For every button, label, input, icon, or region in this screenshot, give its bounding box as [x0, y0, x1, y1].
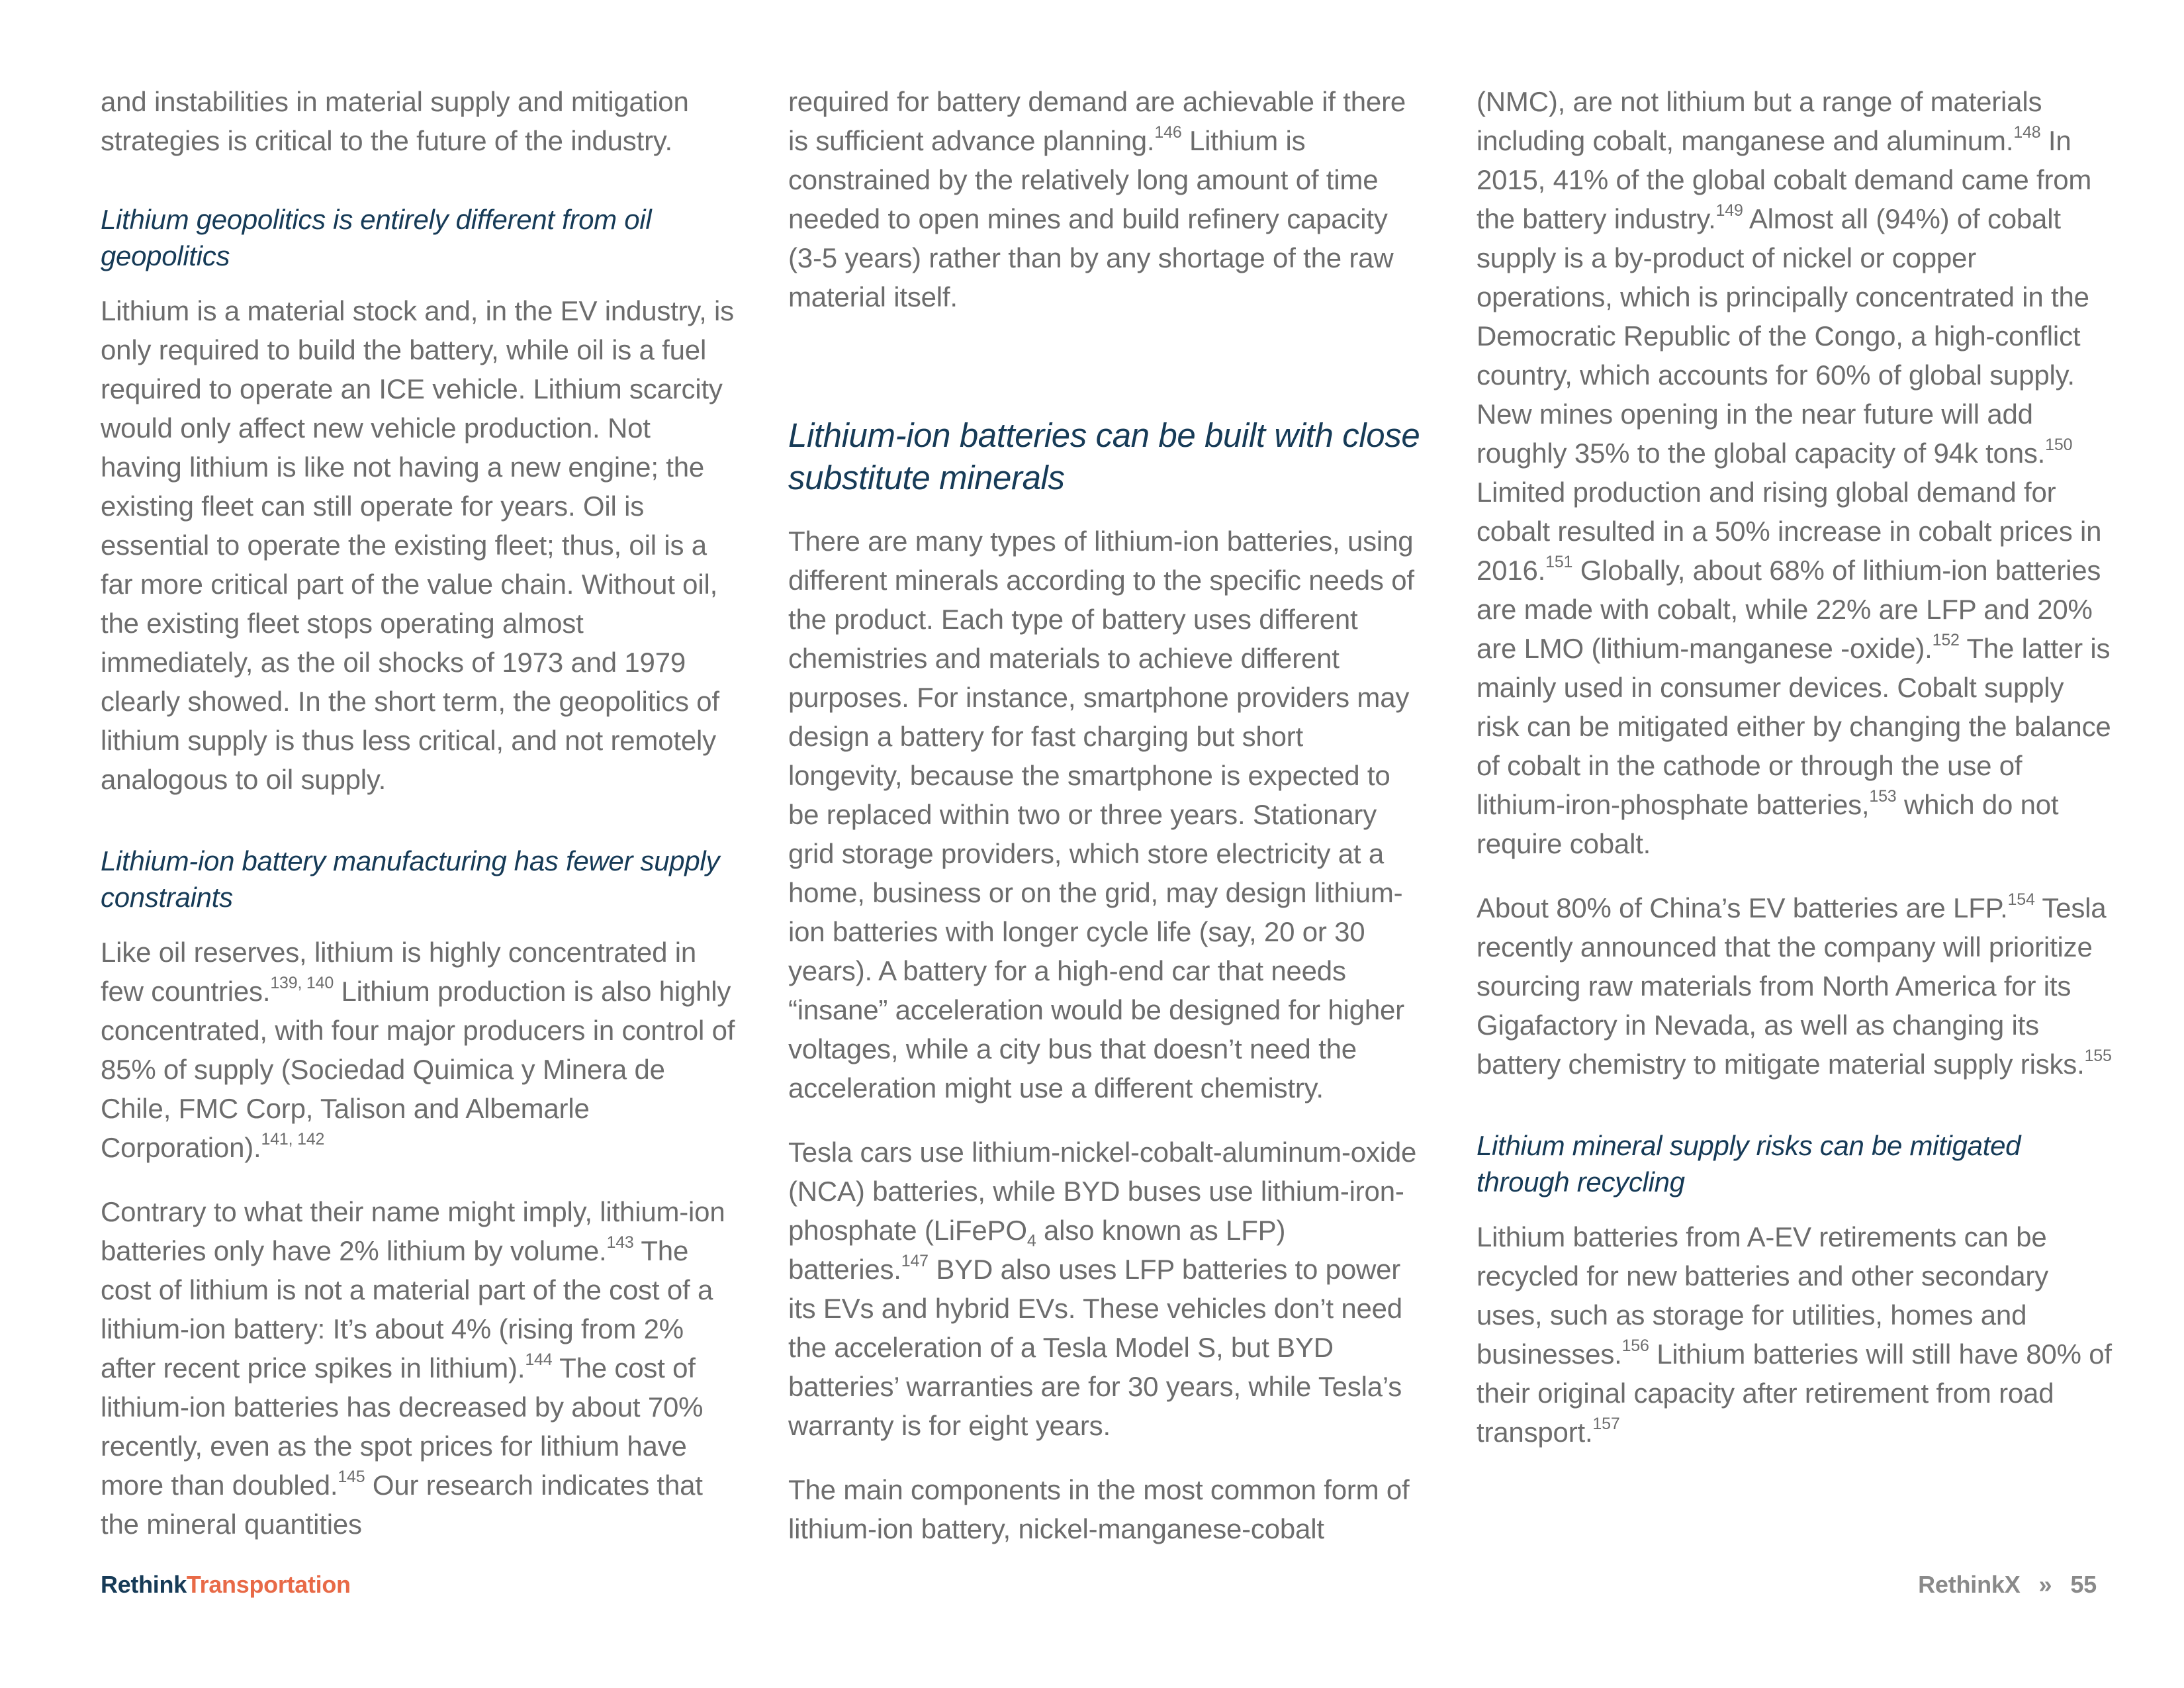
column-3 — [1477, 82, 2112, 1477]
paragraph: The main components in the most common form of lithium-ion battery, nickel-manganese-cobalt — [788, 1474, 1410, 1544]
footer-brand — [101, 1571, 351, 1599]
subscript: 4 — [1026, 1231, 1036, 1250]
paragraph: Lithium is a material stock and, in the EV industry, is only required to build the battery, while oil is a fuel required to operate an ICE vehicle. Lithium scarcity would only affect new vehicle production. Not having lithium is like not having a new engine; the existing fleet can still operate for years. Oil is essential to operate the existing fleet; thus, oil is a far more critical part of the value chain. Without oil, the existing fleet stops operating almost immediately, as the oil shocks of 1973 and 1979 clearly showed. In the short term, the geopolitics of lithium supply is thus less critical, and not remotely analogous to oil supply. — [101, 295, 734, 795]
paragraph: required for battery demand are achievable if there is sufficient advance planning.$^{146}$ Lithium is constrained by the relatively long amount of time needed to open mines and build refinery capacity (3-5 years) rather than by any shortage of the raw material itself. — [788, 86, 1406, 312]
footnote-ref: 139, 140 — [270, 974, 334, 992]
paragraph: Lithium batteries from A-EV retirements can be recycled for new batteries and other secondary uses, such as storage for utilities, homes and businesses.$^{156}$ Lithium batteries will still have 80% of their original capacity after retirement from road transport.$^{157}$ — [1477, 1221, 2112, 1448]
paragraph: About 80% of China’s EV batteries are LFP.$^{154}$ Tesla recently announced that the company will prioritize sourcing raw materials from North America for its Gigafactory in Nevada, as well as changing its battery chemistry to mitigate material supply risks.$^{155}$ — [1477, 890, 2112, 1080]
paragraph: Tesla cars use lithium-nickel-cobalt-aluminum-oxide (NCA) batteries, while BYD buses use lithium-iron-phosphate (LiFePO$_4$ also known as LFP) batteries.$^{147}$ BYD also uses LFP batteries to power its EVs and hybrid EVs. These vehicles don’t need the acceleration of a Tesla Model S, but BYD batteries’ warranties are for 30 years, while Tesla’s warranty is for eight years. — [788, 1137, 1417, 1441]
footnote-ref: 152 — [1932, 631, 1960, 649]
footnote-ref: 146 — [1154, 123, 1182, 142]
paragraph: Contrary to what their name might imply, lithium-ion batteries only have 2% lithium by volume.$^{143}$ The cost of lithium is not a material part of the cost of a lithium-ion battery: It’s about 4% (rising from 2% after recent price spikes in lithium).$^{144}$ The cost of lithium-ion batteries has decreased by about 70% recently, even as the spot prices for lithium have more than doubled.$^{145}$ Our research indicates that the mineral quantities — [101, 1196, 725, 1540]
footnote-ref: 151 — [1545, 553, 1573, 571]
footnote-ref: 149 — [1715, 201, 1743, 220]
footnote-ref: 150 — [2045, 436, 2073, 454]
section-subheading: Lithium-ion battery manufacturing has fewer supply constraints — [101, 845, 720, 913]
section-heading: Lithium-ion batteries can be built with close substitute minerals — [788, 416, 1420, 496]
column-2 — [788, 82, 1424, 1548]
footnote-ref: 148 — [2013, 123, 2041, 142]
page-number: 55 — [2070, 1571, 2097, 1598]
footnote-ref: 154 — [2007, 890, 2035, 909]
paragraph: and instabilities in material supply and mitigation strategies is critical to the future of the industry. — [101, 86, 689, 156]
footnote-ref: 153 — [1869, 787, 1897, 806]
section-subheading: Lithium geopolitics is entirely different from oil geopolitics — [101, 204, 652, 271]
footnote-ref: 145 — [338, 1468, 365, 1486]
footnote-ref: 141, 142 — [261, 1130, 325, 1149]
footer-page-info — [1918, 1571, 2097, 1599]
column-1 — [101, 82, 736, 1569]
paragraph: (NMC), are not lithium but a range of materials including cobalt, manganese and aluminum.$^{148}$ In 2015, 41% of the global cobalt demand came from the battery industry.$^{149}$ Almost all (94%) of cobalt supply is a by-product of nickel or copper operations, which is principally concentrated in the Democratic Republic of the Congo, a high-conflict country, which accounts for 60% of global supply. New mines opening in the near future will add roughly 35% to the global capacity of 94k tons.$^{150}$ Limited production and rising global demand for cobalt resulted in a 50% increase in cobalt prices in 2016.$^{151}$ Globally, about 68% of lithium-ion batteries are made with cobalt, while 22% are LFP and 20% are LMO (lithium-manganese -oxide).$^{152}$ The latter is mainly used in consumer devices. Cobalt supply risk can be mitigated either by changing the balance of cobalt in the cathode or through the use of lithium-iron-phosphate batteries,$^{153}$ which do not require cobalt. — [1477, 86, 2111, 859]
separator-icon: » — [2038, 1571, 2052, 1598]
brand-rethink: Rethink — [101, 1571, 187, 1598]
footnote-ref: 156 — [1621, 1336, 1649, 1355]
footnote-ref: 155 — [2084, 1047, 2112, 1065]
footnote-ref: 157 — [1592, 1415, 1620, 1433]
footnote-ref: 144 — [525, 1350, 553, 1369]
footnote-ref: 143 — [606, 1233, 634, 1252]
paragraph: Like oil reserves, lithium is highly concentrated in few countries.$^{139, 140}$ Lithium production is also highly concentrated, with four major producers in control of 85% of supply (Sociedad Quimica y Minera de Chile, FMC Corp, Talison and Albemarle Corporation).$^{141, 142}$ — [101, 937, 735, 1163]
paragraph: There are many types of lithium-ion batteries, using different minerals according to the specific needs of the product. Each type of battery uses different chemistries and materials to achieve different purposes. For instance, smartphone providers may design a battery for fast charging but short longevity, because the smartphone is expected to be replaced within two or three years. Stationary grid storage providers, which store electricity at a home, business or on the grid, may design lithium-ion batteries with longer cycle life (say, 20 or 30 years). A battery for a high-end car that needs “insane” acceleration would be designed for higher voltages, while a city bus that doesn’t need the acceleration might use a different chemistry. — [788, 526, 1414, 1103]
section-subheading: Lithium mineral supply risks can be mitigated through recycling — [1477, 1130, 2021, 1197]
publisher-name: RethinkX — [1918, 1571, 2021, 1598]
brand-transportation: Transportation — [186, 1571, 351, 1598]
footnote-ref: 147 — [901, 1252, 929, 1270]
